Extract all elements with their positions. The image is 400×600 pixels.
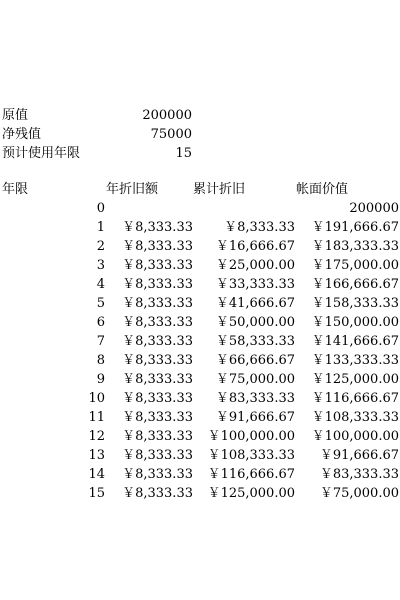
book-value-cell: ￥175,000.00 <box>311 258 399 273</box>
table-row <box>0 466 400 484</box>
year-cell: 8 <box>96 353 105 368</box>
table-row <box>0 257 400 275</box>
annual-depreciation-cell: ￥8,333.33 <box>122 429 193 444</box>
table-row <box>0 238 400 256</box>
accumulated-depreciation-cell: ￥33,333.33 <box>215 277 295 292</box>
book-value-cell: ￥91,666.67 <box>319 448 399 463</box>
annual-depreciation-cell: ￥8,333.33 <box>122 410 193 425</box>
accumulated-depreciation-cell: ￥8,333.33 <box>224 220 295 235</box>
param-label: 净残值 <box>2 127 42 142</box>
accumulated-depreciation-cell: ￥75,000.00 <box>215 372 295 387</box>
accumulated-depreciation-cell: ￥116,666.67 <box>207 467 295 482</box>
annual-depreciation-cell: ￥8,333.33 <box>122 448 193 463</box>
book-value-cell: ￥100,000.00 <box>311 429 399 444</box>
table-row <box>0 428 400 446</box>
book-value-cell: ￥191,666.67 <box>311 220 399 235</box>
accumulated-depreciation-cell: ￥58,333.33 <box>215 334 295 349</box>
year-cell: 5 <box>96 296 105 311</box>
year-cell: 13 <box>88 448 105 463</box>
year-cell: 11 <box>88 410 105 425</box>
book-value-cell: ￥141,666.67 <box>311 334 399 349</box>
table-row <box>0 200 400 218</box>
annual-depreciation-cell: ￥8,333.33 <box>122 334 193 349</box>
annual-depreciation-cell: ￥8,333.33 <box>122 239 193 254</box>
table-row <box>0 371 400 389</box>
param-useful-life <box>0 145 400 163</box>
year-cell: 15 <box>88 486 105 501</box>
table-row <box>0 485 400 503</box>
table-row <box>0 390 400 408</box>
year-cell: 9 <box>96 372 105 387</box>
accumulated-depreciation-cell: ￥125,000.00 <box>207 486 295 501</box>
accumulated-depreciation-cell: ￥41,666.67 <box>215 296 295 311</box>
annual-depreciation-cell: ￥8,333.33 <box>122 258 193 273</box>
param-original-value <box>0 107 400 125</box>
param-residual-value <box>0 126 400 144</box>
header-annual-depreciation: 年折旧额 <box>106 182 159 197</box>
table-row <box>0 276 400 294</box>
accumulated-depreciation-cell: ￥83,333.33 <box>215 391 295 406</box>
book-value-cell: ￥75,000.00 <box>319 486 399 501</box>
book-value-cell: 200000 <box>349 201 399 216</box>
table-row <box>0 409 400 427</box>
accumulated-depreciation-cell: ￥66,666.67 <box>215 353 295 368</box>
table-row <box>0 219 400 237</box>
year-cell: 10 <box>88 391 105 406</box>
book-value-cell: ￥166,666.67 <box>311 277 399 292</box>
annual-depreciation-cell: ￥8,333.33 <box>122 277 193 292</box>
annual-depreciation-cell: ￥8,333.33 <box>122 353 193 368</box>
year-cell: 7 <box>96 334 105 349</box>
year-cell: 1 <box>96 220 105 235</box>
book-value-cell: ￥133,333.33 <box>311 353 399 368</box>
annual-depreciation-cell: ￥8,333.33 <box>122 296 193 311</box>
annual-depreciation-cell: ￥8,333.33 <box>122 391 193 406</box>
table-header <box>0 181 400 199</box>
book-value-cell: ￥83,333.33 <box>319 467 399 482</box>
year-cell: 14 <box>88 467 105 482</box>
year-cell: 12 <box>88 429 105 444</box>
param-value: 15 <box>175 146 192 161</box>
param-label: 原值 <box>2 108 29 123</box>
book-value-cell: ￥125,000.00 <box>311 372 399 387</box>
table-row <box>0 447 400 465</box>
param-value: 75000 <box>150 127 192 142</box>
book-value-cell: ￥108,333.33 <box>311 410 399 425</box>
book-value-cell: ￥158,333.33 <box>311 296 399 311</box>
accumulated-depreciation-cell: ￥100,000.00 <box>207 429 295 444</box>
accumulated-depreciation-cell: ￥91,666.67 <box>215 410 295 425</box>
accumulated-depreciation-cell: ￥16,666.67 <box>215 239 295 254</box>
annual-depreciation-cell: ￥8,333.33 <box>122 315 193 330</box>
accumulated-depreciation-cell: ￥108,333.33 <box>207 448 295 463</box>
param-label: 预计使用年限 <box>2 146 81 161</box>
annual-depreciation-cell: ￥8,333.33 <box>122 220 193 235</box>
param-value: 200000 <box>142 108 192 123</box>
year-cell: 4 <box>96 277 105 292</box>
year-cell: 6 <box>96 315 105 330</box>
book-value-cell: ￥116,666.67 <box>311 391 399 406</box>
header-accumulated-depreciation: 累计折旧 <box>193 182 246 197</box>
year-cell: 0 <box>96 201 105 216</box>
annual-depreciation-cell: ￥8,333.33 <box>122 372 193 387</box>
annual-depreciation-cell: ￥8,333.33 <box>122 467 193 482</box>
table-row <box>0 295 400 313</box>
accumulated-depreciation-cell: ￥25,000.00 <box>215 258 295 273</box>
year-cell: 2 <box>96 239 105 254</box>
table-row <box>0 333 400 351</box>
annual-depreciation-cell: ￥8,333.33 <box>122 486 193 501</box>
accumulated-depreciation-cell: ￥50,000.00 <box>215 315 295 330</box>
header-book-value: 帐面价值 <box>296 182 349 197</box>
header-year: 年限 <box>2 182 29 197</box>
book-value-cell: ￥150,000.00 <box>311 315 399 330</box>
table-row <box>0 314 400 332</box>
year-cell: 3 <box>96 258 105 273</box>
book-value-cell: ￥183,333.33 <box>311 239 399 254</box>
table-row <box>0 352 400 370</box>
